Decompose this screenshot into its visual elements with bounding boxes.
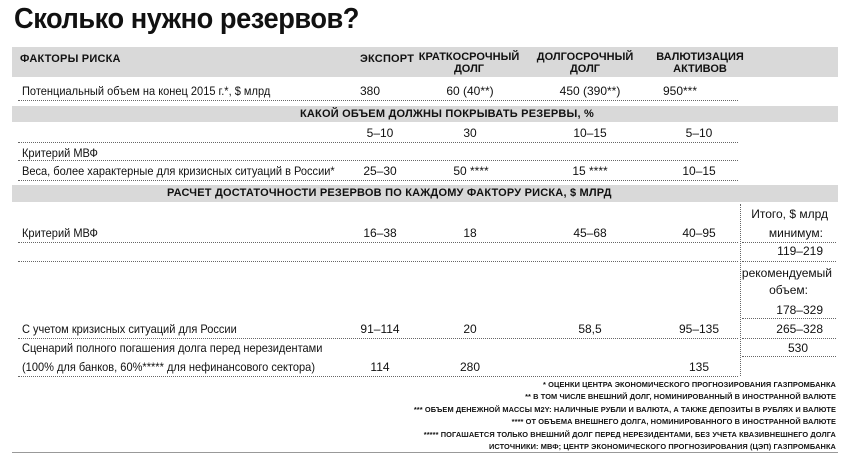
total-min-value: 119–219 [777,244,823,258]
potential-short-debt: 60 (40**) [446,84,494,98]
total-rec-label-2: объем: [769,283,808,297]
footnote: * ОЦЕНКИ ЦЕНТРА ЭКОНОМИЧЕСКОГО ПРОГНОЗИРОВАНИЯ ГАЗПРОМБАНКА [543,380,836,389]
imf-pct-long-debt: 10–15 [573,126,607,140]
imf-pct-dollarization: 5–10 [685,126,713,140]
footnote: **** ОТ ОБЪЕМА ВНЕШНЕГО ДОЛГА, НОМИНИРОВАННОГО В ИНОСТРАННОЙ ВАЛЮТЕ [511,417,836,426]
divider [742,318,836,319]
crisis-calc-dollarization: 95–135 [678,322,720,336]
crisis-calc-total: 265–328 [776,322,823,336]
section-calc-title: РАСЧЕТ ДОСТАТОЧНОСТИ РЕЗЕРВОВ ПО КАЖДОМУ ФАКТОРУ РИСКА, $ МЛРД [167,187,612,199]
imf-calc-label: Критерий МВФ [22,226,98,240]
crisis-calc-export: 91–114 [360,322,400,336]
divider [742,242,836,243]
divider [742,338,836,339]
column-divider [740,204,741,376]
potential-label: Потенциальный объем на конец 2015 г.*, $ млрд [22,84,271,98]
footnote: *** ОБЪЕМ ДЕНЕЖНОЙ МАССЫ М2Y: НАЛИЧНЫЕ РУБЛИ И ВАЛЮТА, А ТАКЖЕ ДЕПОЗИТЫ В РУБЛЯХ И ВАЛЮТЕ [413,405,836,414]
total-rec-label-1: рекомендуемый [741,266,832,280]
divider [18,261,738,262]
potential-long-debt: 450 (390**) [559,84,621,98]
crisis-calc-long-debt: 58,5 [578,322,602,336]
divider [18,142,738,143]
repay-short-debt: 280 [459,360,481,374]
repay-debt-total: 135 [688,360,710,374]
divider [18,242,738,243]
header-factors: ФАКТОРЫ РИСКА [20,53,121,65]
divider [18,376,738,377]
repay-total: 530 [787,341,808,355]
section-calc-bar [12,185,838,202]
bottom-rule [12,452,838,453]
total-label: Итого, $ млрд [751,207,828,221]
imf-pct-export: 5–10 [366,126,394,140]
imf-pct-short-debt: 30 [463,126,477,140]
divider [18,100,738,101]
page-title: Сколько нужно резервов? [14,3,359,35]
crisis-calc-short-debt: 20 [463,322,477,336]
imf-calc-long-debt: 45–68 [573,226,607,240]
repay-label-2: (100% для банков, 60%***** для нефинансового сектора) [22,360,316,374]
header-dollarization: ВАЛЮТИЗАЦИЯ АКТИВОВ [656,51,744,75]
header-export: ЭКСПОРТ [360,53,415,65]
header-long-debt: ДОЛГОСРОЧНЫЙ ДОЛГ [536,51,634,75]
footnote: ИСТОЧНИКИ: МВФ; ЦЕНТР ЭКОНОМИЧЕСКОГО ПРОГНОЗИРОВАНИЯ (ЦЭП) ГАЗПРОМБАНКА [488,442,836,451]
section-coverage-title: КАКОЙ ОБЪЕМ ДОЛЖНЫ ПОКРЫВАТЬ РЕЗЕРВЫ, % [300,108,595,120]
crisis-pct-label: Веса, более характерные для кризисных ситуаций в России* [22,164,335,178]
imf-calc-short-debt: 18 [463,226,477,240]
imf-calc-dollarization: 40–95 [682,226,716,240]
imf-pct-label: Критерий МВФ [22,146,98,160]
crisis-pct-export: 25–30 [363,164,397,178]
crisis-calc-label: С учетом кризисных ситуаций для России [22,322,237,336]
divider [18,180,738,181]
section-coverage-bar [12,106,838,122]
divider [18,338,738,339]
crisis-pct-short-debt: 50 **** [453,164,489,178]
divider [742,356,836,357]
header-short-debt: КРАТКОСРОЧНЫЙ ДОЛГ [418,51,520,75]
footnote: ** В ТОМ ЧИСЛЕ ВНЕШНИЙ ДОЛГ, НОМИНИРОВАННЫЙ В ИНОСТРАННОЙ ВАЛЮТЕ [525,392,836,401]
repay-label-1: Сценарий полного погашения долга перед нерезидентами [22,341,323,355]
total-min-label: минимум: [768,226,823,240]
footnote: ***** ПОГАШАЕТСЯ ТОЛЬКО ВНЕШНИЙ ДОЛГ ПЕРЕД НЕРЕЗИДЕНТАМИ, БЕЗ УЧЕТА КВАЗИВНЕШНЕГО ДОЛГА [423,430,836,439]
crisis-pct-dollarization: 10–15 [682,164,716,178]
potential-dollarization: 950*** [662,84,698,98]
repay-export: 114 [370,360,390,374]
divider [18,160,738,161]
divider [742,261,836,262]
potential-export: 380 [359,84,381,98]
imf-calc-export: 16–38 [363,226,397,240]
total-rec-value: 178–329 [776,303,823,317]
crisis-pct-long-debt: 15 **** [572,164,608,178]
